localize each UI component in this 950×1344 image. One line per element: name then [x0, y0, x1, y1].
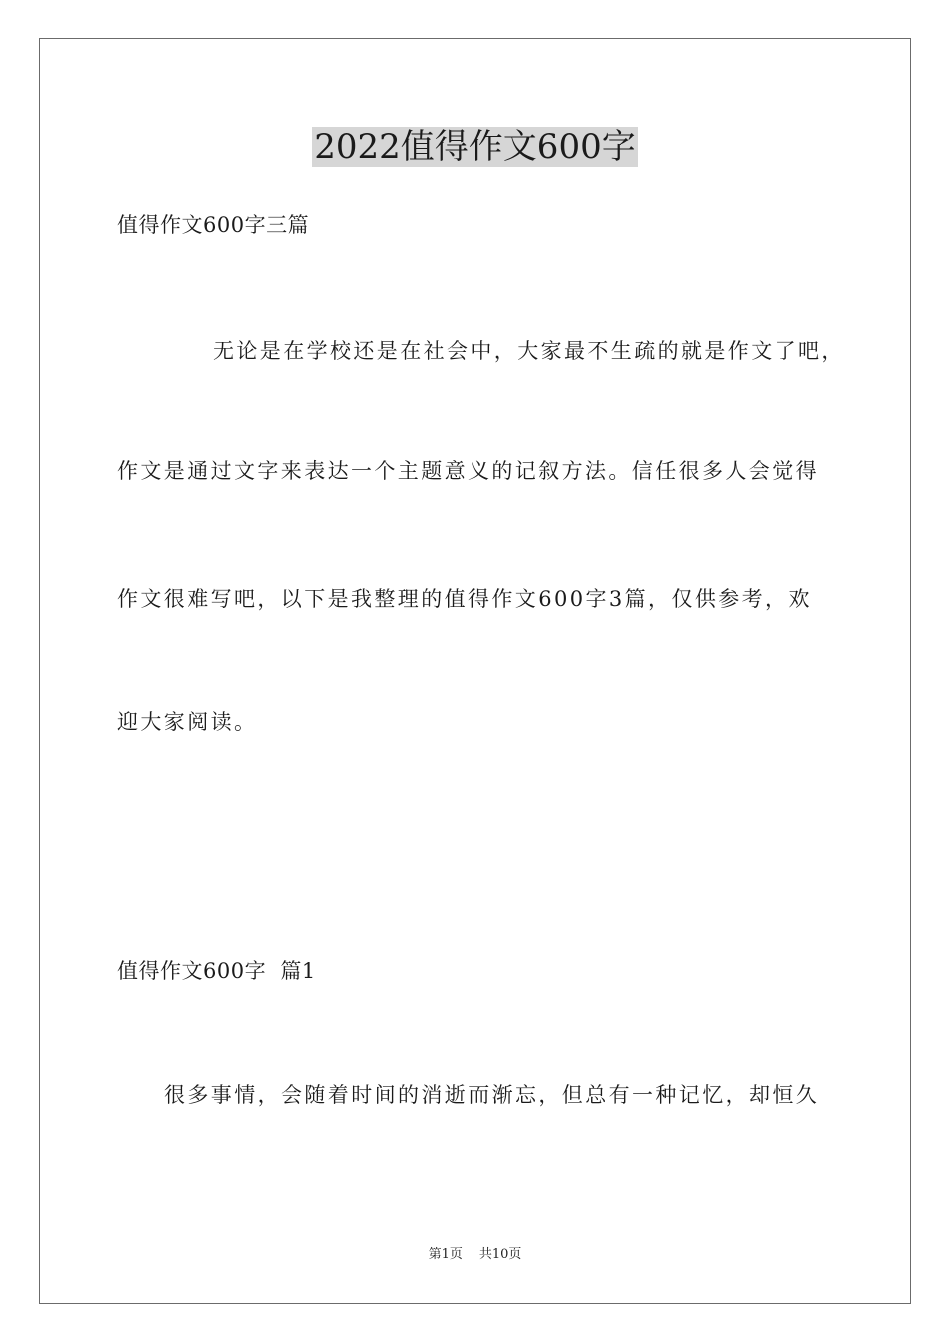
document-title: [0, 126, 950, 168]
page-total: 共10页: [478, 1247, 522, 1262]
intro-line-2: 作文是通过文字来表达一个主题意义的记叙方法。信任很多人会觉得: [117, 459, 819, 483]
intro-line-1: 无论是在学校还是在社会中，大家最不生疏的就是作文了吧，: [213, 339, 845, 363]
document-title-text: 2022值得作文600字: [314, 127, 636, 167]
intro-line-3: 作文很难写吧，以下是我整理的值得作文600字3篇，仅供参考，欢: [117, 587, 812, 611]
document-subtitle: 值得作文600字三篇: [117, 213, 310, 237]
intro-line-4: 迎大家阅读。: [117, 710, 258, 734]
section-heading: 值得作文600字 篇1: [117, 959, 316, 983]
page-number: 第1页: [428, 1247, 463, 1262]
page-footer: [0, 1246, 950, 1264]
section-first-line: 很多事情，会随着时间的消逝而渐忘，但总有一种记忆，却恒久: [164, 1083, 820, 1107]
